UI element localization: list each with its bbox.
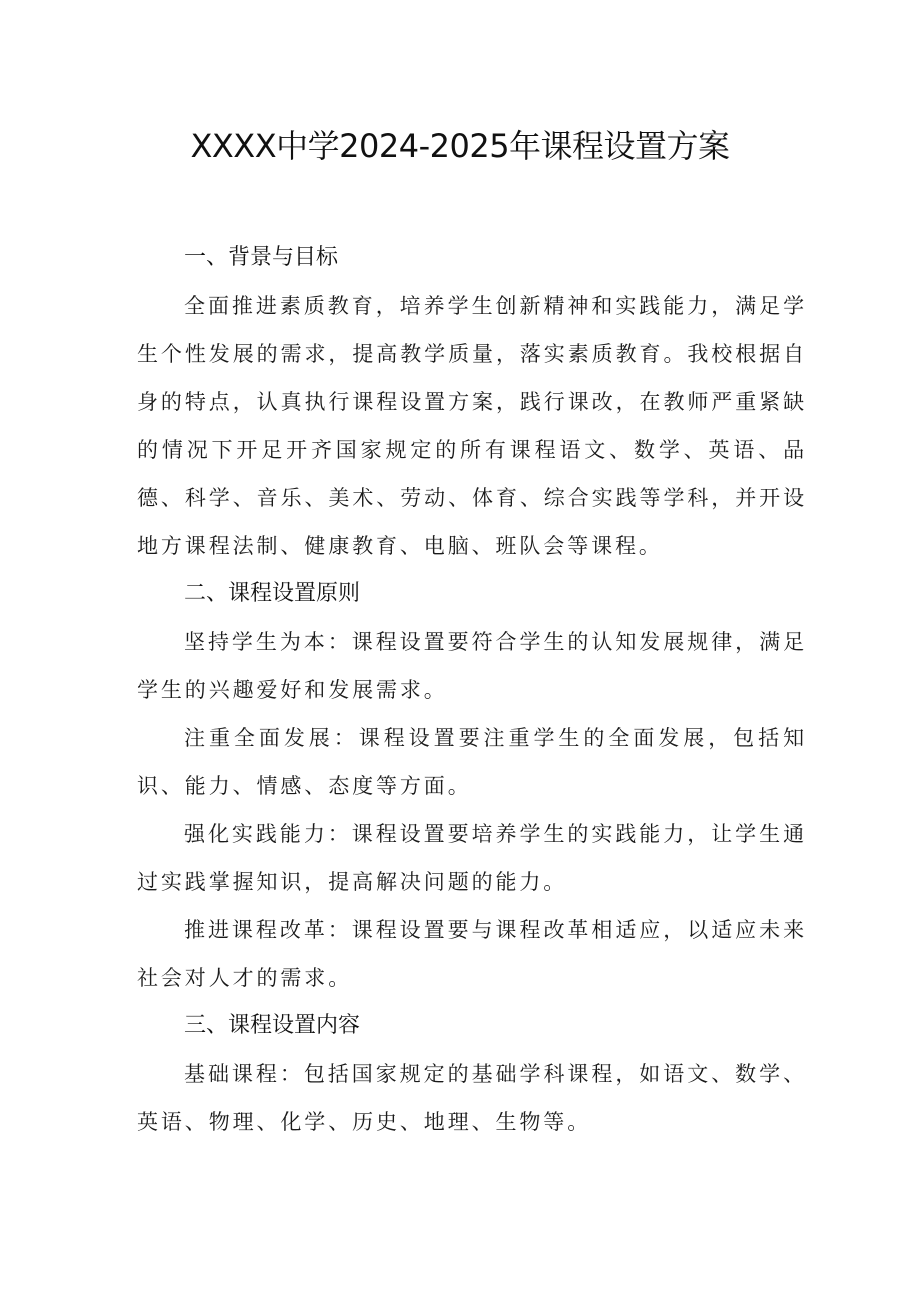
section-paragraph: 全面推进素质教育，培养学生创新精神和实践能力，满足学生个性发展的需求，提高教学质量，落实素质教育。我校根据自身的特点，认真执行课程设置方案，践行课改，在教师严重紧缺的情况下开足开齐国家规定的所有课程语文、数学、英语、品德、科学、音乐、美术、劳动、体育、综合实践等学科，并开设地方课程法制、健康教育、电脑、班队会等课程。 xyxy=(137,294,807,558)
section-background-goals xyxy=(137,234,807,570)
document-title: XXXX中学2024-2025年课程设置方案 xyxy=(190,127,730,165)
section-heading: 三、课程设置内容 xyxy=(184,1013,361,1038)
section-heading: 二、课程设置原则 xyxy=(184,581,361,606)
section-paragraph: 推进课程改革：课程设置要与课程改革相适应，以适应未来社会对人才的需求。 xyxy=(137,918,807,990)
section-content xyxy=(137,1002,807,1146)
section-paragraph: 注重全面发展：课程设置要注重学生的全面发展，包括知识、能力、情感、态度等方面。 xyxy=(137,726,807,798)
section-paragraph: 坚持学生为本：课程设置要符合学生的认知发展规律，满足学生的兴趣爱好和发展需求。 xyxy=(137,630,807,702)
section-paragraph: 基础课程：包括国家规定的基础学科课程，如语文、数学、英语、物理、化学、历史、地理、生物等。 xyxy=(137,1062,807,1134)
section-principles xyxy=(137,570,807,1002)
section-paragraph: 强化实践能力：课程设置要培养学生的实践能力，让学生通过实践掌握知识，提高解决问题的能力。 xyxy=(137,822,807,894)
section-heading: 一、背景与目标 xyxy=(184,245,339,270)
document-body xyxy=(137,234,807,1146)
